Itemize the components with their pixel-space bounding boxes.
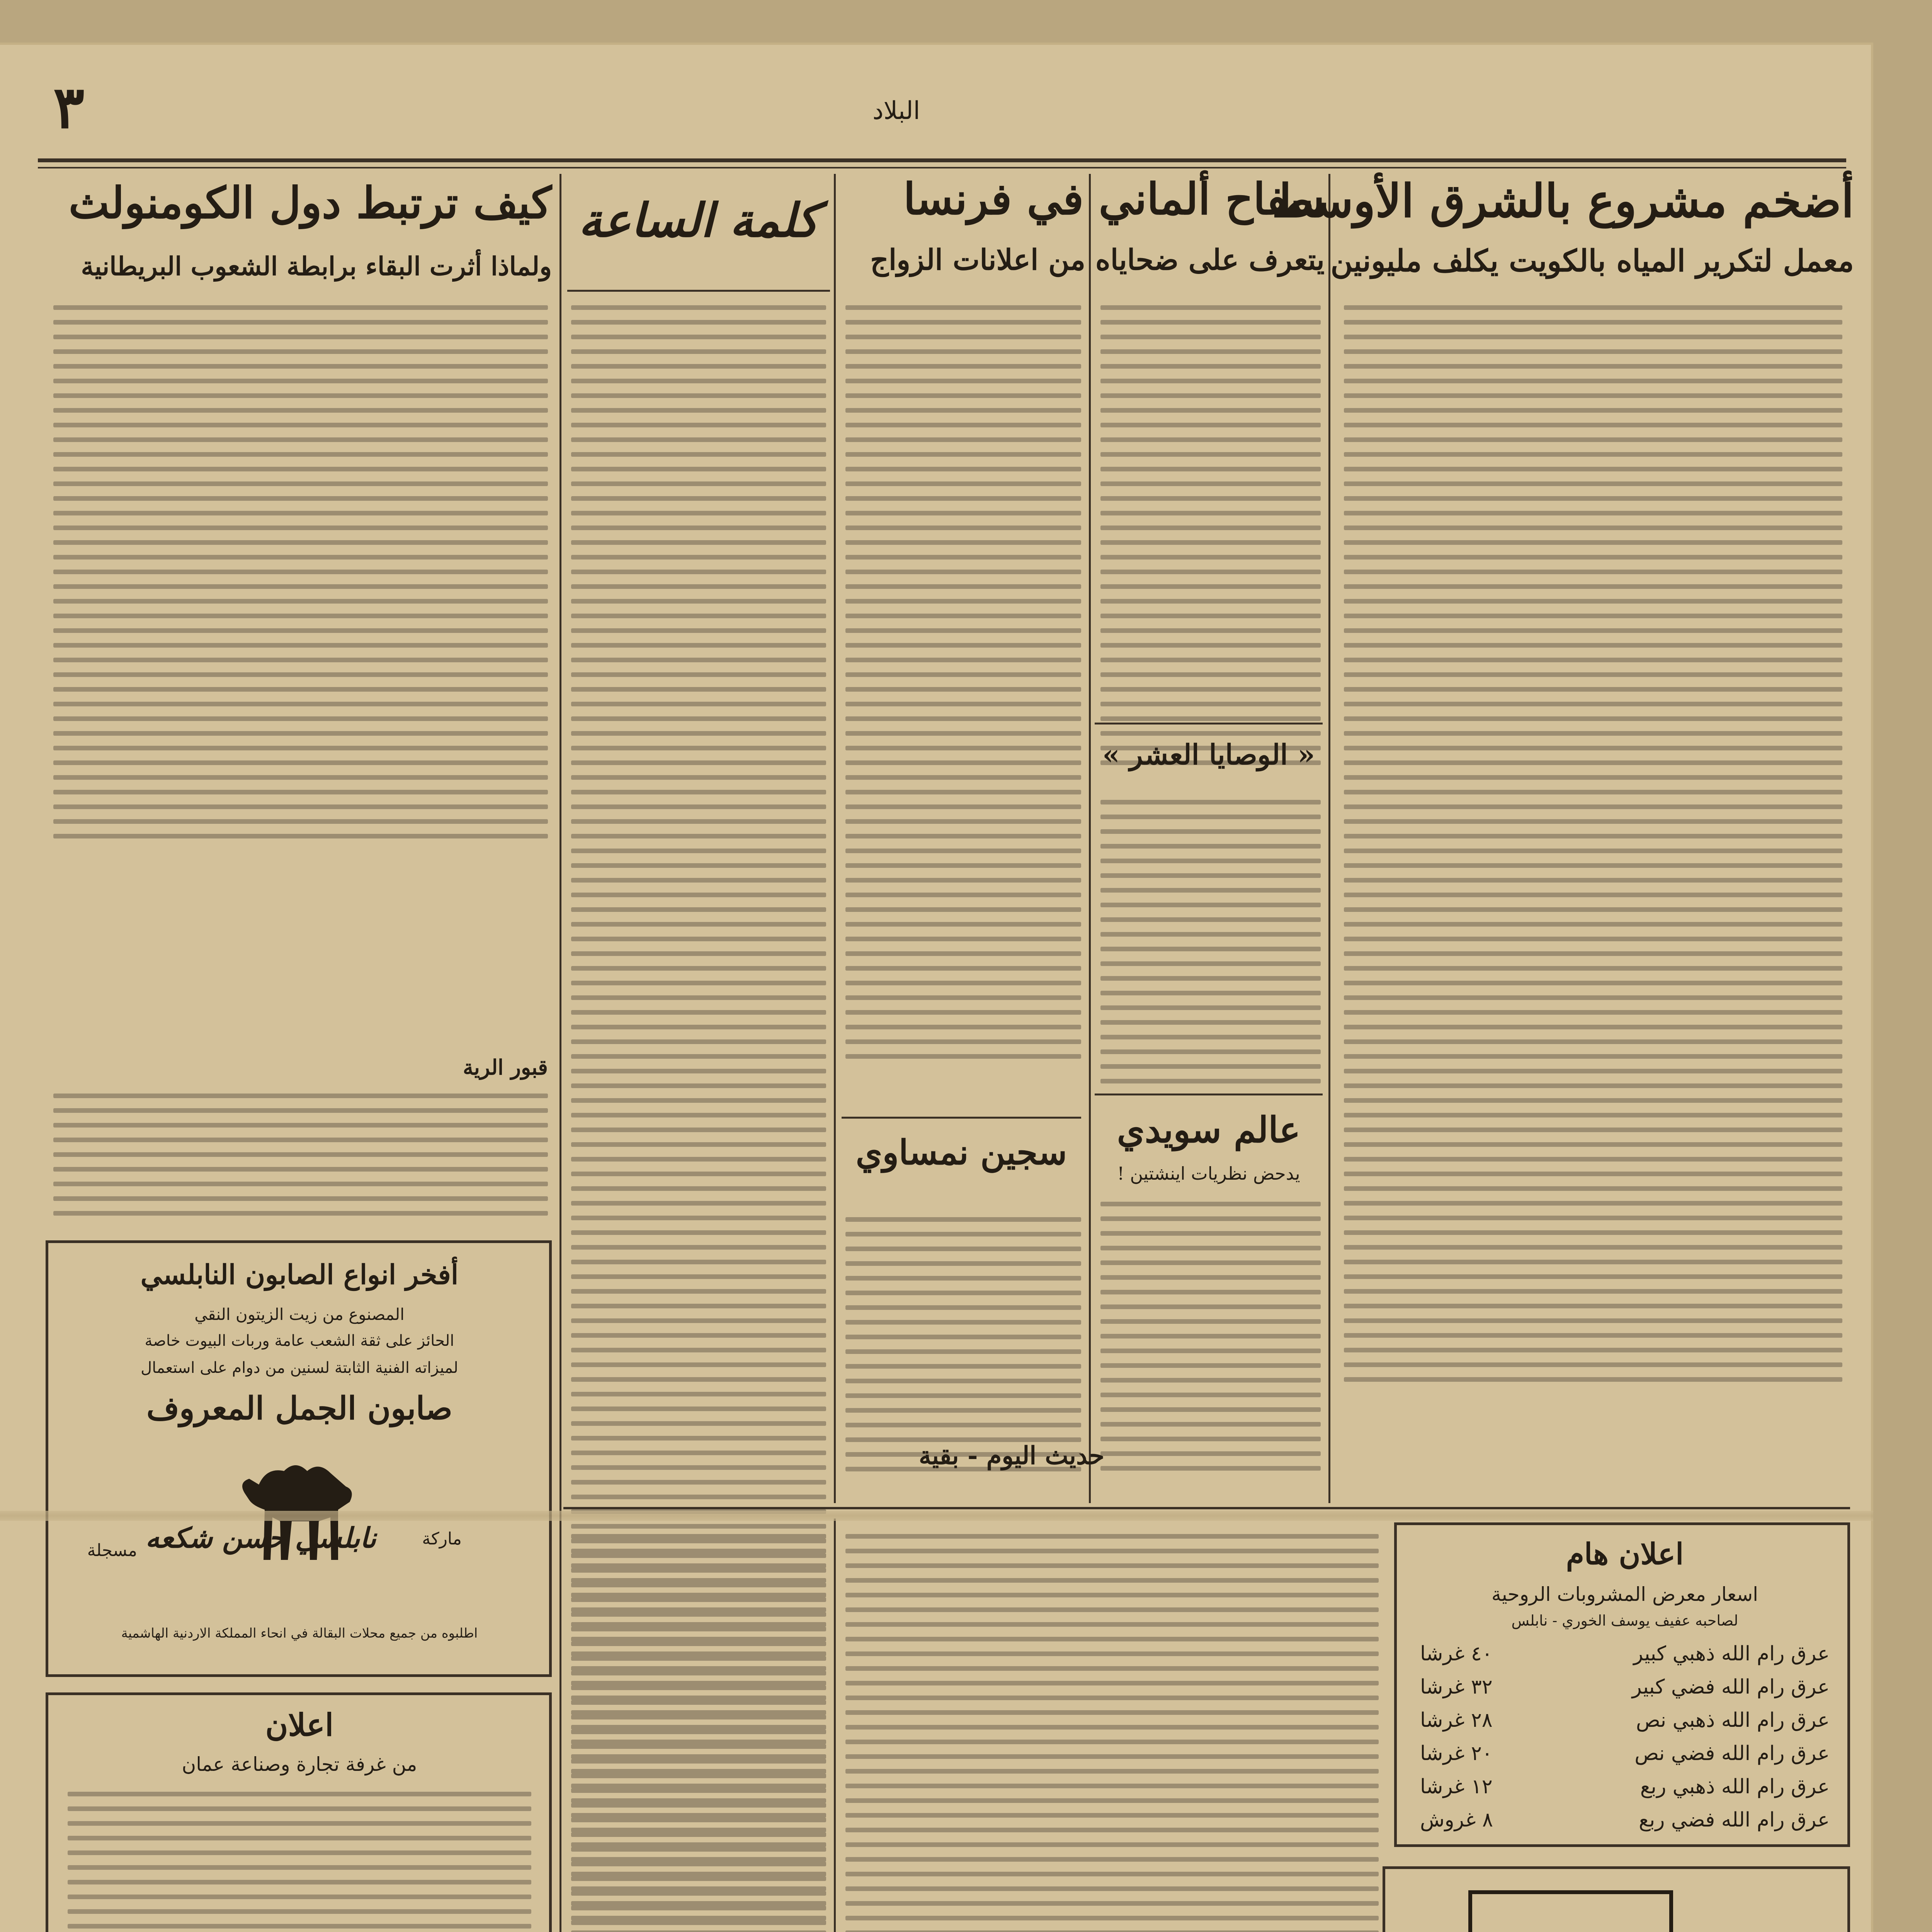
table-row: عرق رام الله فضي ربع ٨ غروش (1420, 1808, 1830, 1832)
column-divider (1328, 174, 1330, 1503)
article-body-commonwealth (53, 305, 548, 849)
column-divider (1089, 174, 1091, 1503)
table-row: عرق رام الله فضي نص ٢٠ غرشا (1420, 1742, 1830, 1765)
liquor-price-table (1420, 1637, 1830, 1837)
article-body-lower-center (571, 1534, 826, 1932)
article-body-french-murderer-2 (845, 305, 1081, 1069)
chamber-notice-subtitle: من غرفة تجارة وصناعة عمان (182, 1753, 417, 1776)
headline-commonwealth: كيف ترتبط دول الكومنولث (68, 178, 552, 228)
chamber-notice (46, 1692, 552, 1932)
soap-ad-line3: لميزاته الفنية الثابتة لسنين من دوام على استعمال (141, 1359, 458, 1377)
headline-middle-east: أضخم مشروع بالشرق الأوسط (1272, 174, 1854, 228)
liquor-ad (1394, 1522, 1850, 1847)
soap-registered-label: مسجلة (87, 1541, 137, 1560)
soap-mark-label: ماركة (422, 1529, 462, 1549)
table-row: عرق رام الله ذهبي نص ٢٨ غرشا (1420, 1709, 1830, 1732)
soap-ad-brand: صابون الجمل المعروف (146, 1390, 452, 1427)
column-divider (834, 174, 836, 1503)
headline-ten-commandments: « الوصايا العشر » (1102, 738, 1315, 771)
headline-kalimat-alsaa: كلمة الساعة (578, 193, 819, 248)
article-body-swedish-scientist (1100, 1202, 1321, 1481)
subheadline-french-murderer: يتعرف على ضحاياه من اعلانات الزواج (870, 243, 1325, 277)
liquor-ad-title: اعلان هام (1566, 1537, 1684, 1571)
liquor-ad-subtitle: اسعار معرض المشروبات الروحية (1491, 1583, 1759, 1605)
paper-name: البلاد (872, 97, 920, 125)
liquor-ad-owner: لصاحبه عفيف يوسف الخوري - نابلس (1511, 1612, 1738, 1629)
headline-swedish-scientist: عالم سويدي (1117, 1109, 1301, 1151)
soap-ad-maker: نابلسي حسن شكعه (145, 1521, 376, 1554)
subheadline-middle-east: معمل لتكرير المياه بالكويت يكلف مليونين (1330, 243, 1854, 279)
headline-french-murderer: سفاح ألماني في فرنسا (903, 174, 1325, 224)
table-row: عرق رام الله فضي كبير ٣٢ غرشا (1420, 1675, 1830, 1699)
masthead-rule (38, 158, 1846, 162)
article-body-graves (53, 1094, 548, 1226)
chamber-notice-body (68, 1792, 531, 1932)
soap-ad (46, 1240, 552, 1677)
table-row: عرق رام الله ذهبي ربع ١٢ غرشا (1420, 1775, 1830, 1798)
soap-ad-line1: المصنوع من زيت الزيتون النقي (194, 1305, 405, 1324)
paper-fold (0, 1511, 1873, 1521)
article-body-middle-east (1344, 305, 1842, 1392)
soap-ad-footer: اطلبوه من جميع محلات البقالة في انحاء المملكة الاردنية الهاشمية (121, 1626, 478, 1641)
pencil-illustration (1401, 1884, 1837, 1932)
headline-today-talk: حديث اليوم - بقية (918, 1441, 1105, 1470)
subheadline-commonwealth: ولماذا أثرت البقاء برابطة الشعوب البريطانية (81, 251, 552, 281)
column-divider (560, 174, 561, 1932)
page-number: ٣ (53, 73, 85, 141)
table-row: عرق رام الله ذهبي كبير ٤٠ غرشا (1420, 1642, 1830, 1665)
soap-ad-title: أفخر انواع الصابون النابلسي (140, 1259, 459, 1291)
side-heading-graves: قبور الرية (463, 1055, 548, 1080)
faber-castell-ad (1383, 1866, 1850, 1932)
article-body-ten-commandments (1100, 800, 1321, 1094)
subheadline-swedish-scientist: يدحض نظريات اينشتين ! (1117, 1163, 1300, 1184)
soap-ad-line2: الحائز على ثقة الشعب عامة وربات البيوت خاصة (145, 1332, 454, 1350)
chamber-notice-title: اعلان (265, 1707, 334, 1743)
article-body-today-talk (845, 1534, 1379, 1932)
article-body-french-murderer (1100, 305, 1321, 775)
headline-austrian-prisoner: سجين نمساوي (855, 1132, 1067, 1172)
newspaper-page (0, 43, 1873, 1932)
